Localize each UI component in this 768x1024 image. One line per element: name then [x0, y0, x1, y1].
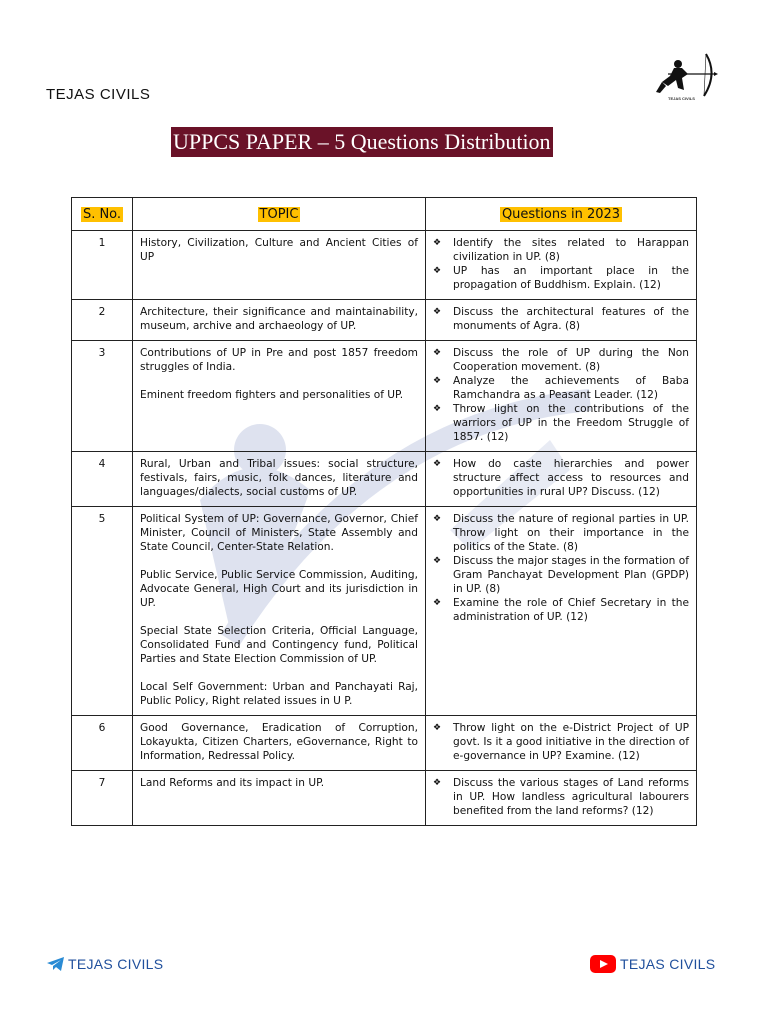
- diamond-bullet-icon: ❖: [433, 514, 442, 524]
- topic-paragraph: Land Reforms and its impact in UP.: [140, 777, 325, 789]
- diamond-bullet-icon: ❖: [433, 307, 442, 317]
- question-item: ❖ Throw light on the e-District Project of UP govt. Is it a good initiative in the direction of e-governance in UP? Examine. (12): [433, 722, 689, 762]
- header-questions: Questions in 2023: [426, 198, 697, 231]
- diamond-bullet-icon: ❖: [433, 598, 442, 608]
- question-item: ❖ Discuss the nature of regional parties in UP. Throw light on their importance in the politics of the State. (8): [433, 513, 689, 553]
- diamond-bullet-icon: ❖: [433, 556, 442, 566]
- topic-paragraph: Public Service, Public Service Commission, Auditing, Advocate General, High Court and its jurisdiction in UP.: [140, 569, 418, 609]
- row-questions: [426, 771, 697, 826]
- header-sno: S. No.: [72, 198, 133, 231]
- table-header-row: [72, 198, 697, 231]
- row-sno: 2: [72, 300, 133, 341]
- diamond-bullet-icon: ❖: [433, 459, 442, 469]
- row-questions: [426, 716, 697, 771]
- topic-paragraph: Contributions of UP in Pre and post 1857 freedom struggles of India.: [140, 347, 418, 373]
- row-questions: [426, 452, 697, 507]
- question-item: ❖ UP has an important place in the propagation of Buddhism. Explain. (12): [433, 265, 689, 291]
- question-item: ❖ Analyze the achievements of Baba Ramchandra as a Peasant Leader. (12): [433, 375, 689, 401]
- topic-paragraph: Good Governance, Eradication of Corruption, Lokayukta, Citizen Charters, eGovernance, Right to Information, Redressal Policy.: [140, 722, 418, 762]
- row-questions: [426, 341, 697, 452]
- row-topic: [133, 771, 426, 826]
- question-item: ❖ Discuss the various stages of Land reforms in UP. How landless agricultural labourers benefited from the land reforms? (12): [433, 777, 689, 817]
- diamond-bullet-icon: ❖: [433, 723, 442, 733]
- topic-paragraph: History, Civilization, Culture and Ancient Cities of UP: [140, 237, 418, 263]
- topic-paragraph: Architecture, their significance and maintainability, museum, archive and archaeology of UP.: [140, 306, 418, 332]
- question-item: ❖ Examine the role of Chief Secretary in the administration of UP. (12): [433, 597, 689, 623]
- row-sno: 1: [72, 231, 133, 300]
- diamond-bullet-icon: ❖: [433, 238, 442, 248]
- question-item: ❖ Discuss the architectural features of the monuments of Agra. (8): [433, 306, 689, 332]
- row-questions: [426, 507, 697, 716]
- row-sno: 6: [72, 716, 133, 771]
- question-item: ❖ Discuss the major stages in the formation of Gram Panchayat Development Plan (GPDP) in UP. (8): [433, 555, 689, 595]
- diamond-bullet-icon: ❖: [433, 266, 442, 276]
- row-sno: 5: [72, 507, 133, 716]
- topic-paragraph: Eminent freedom fighters and personalities of UP.: [140, 389, 404, 401]
- question-item: ❖ How do caste hierarchies and power structure affect access to resources and opportunities in rural UP? Discuss. (12): [433, 458, 689, 498]
- row-topic: [133, 341, 426, 452]
- diamond-bullet-icon: ❖: [433, 376, 442, 386]
- question-item: ❖ Discuss the role of UP during the Non Cooperation movement. (8): [433, 347, 689, 373]
- row-topic: [133, 507, 426, 716]
- footer-telegram-link[interactable]: [46, 956, 163, 972]
- row-questions: [426, 231, 697, 300]
- table-row: [72, 771, 697, 826]
- table-row: [72, 452, 697, 507]
- topic-paragraph: Rural, Urban and Tribal issues: social structure, festivals, fairs, music, folk dances, literature and languages/dialects, social customs of UP.: [140, 458, 418, 498]
- table-row: [72, 716, 697, 771]
- telegram-icon: [46, 956, 66, 972]
- youtube-icon: [590, 955, 616, 973]
- row-sno: 3: [72, 341, 133, 452]
- table-row: [72, 507, 697, 716]
- row-topic: [133, 716, 426, 771]
- table-row: [72, 231, 697, 300]
- logo-caption: TEJAS CIVILS: [668, 96, 695, 101]
- row-topic: [133, 231, 426, 300]
- row-questions: [426, 300, 697, 341]
- table-row: [72, 300, 697, 341]
- footer-right-label: TEJAS CIVILS: [620, 956, 716, 972]
- row-topic: [133, 300, 426, 341]
- table-row: [72, 341, 697, 452]
- diamond-bullet-icon: ❖: [433, 778, 442, 788]
- topic-paragraph: Local Self Government: Urban and Panchayati Raj, Public Policy, Right related issues in U P.: [140, 681, 418, 707]
- row-sno: 7: [72, 771, 133, 826]
- brand-top: TEJAS CIVILS: [46, 86, 151, 103]
- row-topic: [133, 452, 426, 507]
- row-sno: 4: [72, 452, 133, 507]
- diamond-bullet-icon: ❖: [433, 404, 442, 414]
- topic-paragraph: Special State Selection Criteria, Official Language, Consolidated Fund and Contingency fund, Political Parties and State Election Commission of UP.: [140, 625, 418, 665]
- topic-paragraph: Political System of UP: Governance, Governor, Chief Minister, Council of Ministers, State Assembly and State Council, Center-State Relation.: [140, 513, 418, 553]
- diamond-bullet-icon: ❖: [433, 348, 442, 358]
- header-topic: TOPIC: [133, 198, 426, 231]
- page-title: UPPCS PAPER – 5 Questions Distribution: [171, 127, 553, 157]
- question-item: ❖ Throw light on the contributions of the warriors of UP in the Freedom Struggle of 1857. (12): [433, 403, 689, 443]
- distribution-table: [71, 197, 697, 826]
- footer-youtube-link[interactable]: [590, 955, 715, 973]
- question-item: ❖ Identify the sites related to Harappan civilization in UP. (8): [433, 237, 689, 263]
- footer-left-label: TEJAS CIVILS: [68, 956, 164, 972]
